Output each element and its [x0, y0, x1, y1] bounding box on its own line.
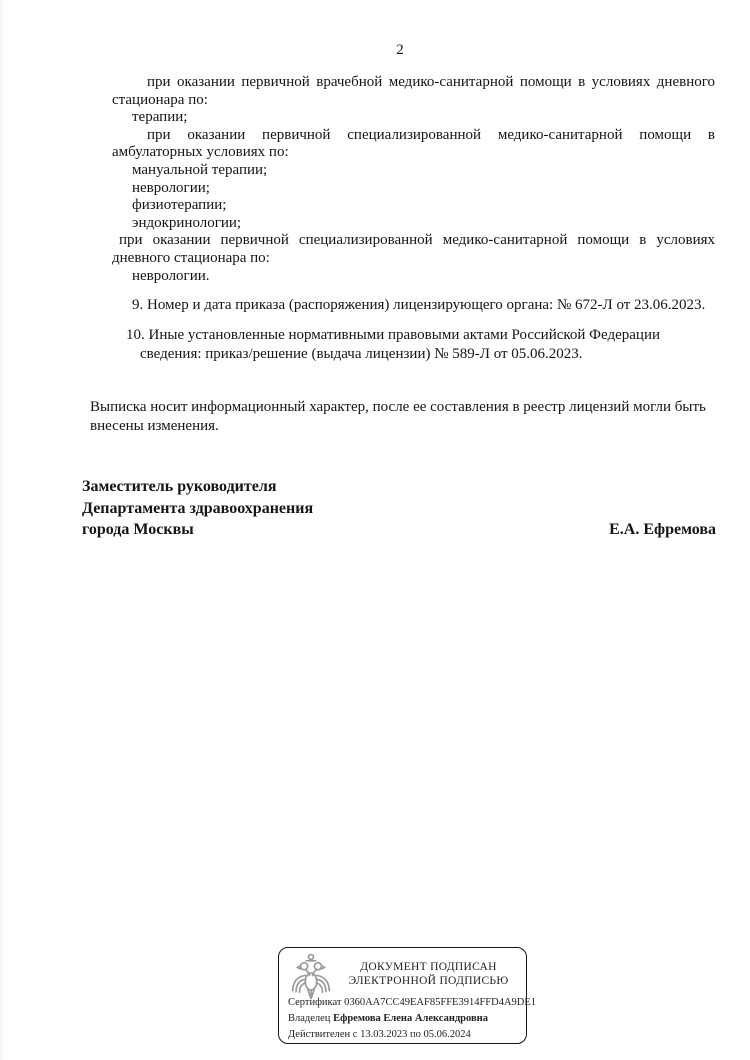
activity-line: при оказании первичной специализированной медико-санитарной помощи в [147, 126, 715, 143]
stamp-info [288, 995, 537, 1043]
note-line1: Выписка носит информационный характер, после ее составления в реестр лицензий могли быть [90, 399, 706, 415]
stamp-title-line2: ЭЛЕКТРОННОЙ ПОДПИСЬЮ [348, 975, 509, 987]
stamp-certificate-line [288, 995, 537, 1011]
activity-line: терапии; [132, 109, 188, 126]
signature-block [82, 476, 716, 541]
stamp-title [335, 960, 522, 988]
activity-line: мануальной терапии; [132, 161, 268, 178]
numbered-item-9: 9. Номер и дата приказа (распоряжения) лицензирующего органа: № 672-Л от 23.06.2023. [132, 297, 706, 313]
page-edge-shade [0, 0, 3, 1060]
activity-line: амбулаторных условиях по: [112, 144, 289, 161]
activity-line: дневного стационара по: [112, 249, 270, 266]
numbered-item-10-line1: 10. Иные установленные нормативными правовыми актами Российской Федерации [126, 327, 661, 343]
owner-name: Ефремова Елена Александровна [333, 1013, 488, 1024]
activity-line: стационара по: [112, 91, 208, 108]
signer-position-line2: Департамента здравоохранения [82, 499, 314, 517]
certificate-value: 0360AA7CC49EAF85FFE3914FFD4A9DE1 [344, 997, 537, 1008]
signer-position-line1: Заместитель руководителя [82, 478, 277, 495]
owner-label: Владелец [288, 1013, 334, 1024]
activity-line: физиотерапии; [132, 197, 227, 214]
numbered-item-10 [126, 326, 722, 363]
informational-note [90, 398, 726, 435]
page-number: 2 [396, 42, 404, 58]
activity-line: при оказании первичной специализированной медико-санитарной помощи в условиях [119, 232, 715, 249]
activity-line: неврологии; [132, 179, 210, 196]
activity-line: при оказании первичной врачебной медико-санитарной помощи в условиях дневного [147, 74, 715, 90]
activity-line: эндокринологии; [132, 214, 242, 231]
certificate-label: Сертификат [288, 997, 345, 1008]
signer-position-line3: города Москвы [82, 521, 194, 538]
note-line2: внесены изменения. [90, 417, 219, 434]
signer-name: Е.А. Ефремова [609, 521, 716, 538]
stamp-owner-line [288, 1011, 522, 1027]
license-activities-block [112, 74, 715, 285]
activity-line: неврологии. [132, 267, 210, 284]
stamp-validity-line: Действителен с 13.03.2023 по 05.06.2024 [288, 1029, 471, 1040]
numbered-item-10-line2: сведения: приказ/решение (выдача лицензии) № 589-Л от 05.06.2023. [140, 345, 583, 362]
stamp-title-line1: ДОКУМЕНТ ПОДПИСАН [360, 961, 497, 973]
electronic-signature-stamp [278, 947, 537, 1044]
